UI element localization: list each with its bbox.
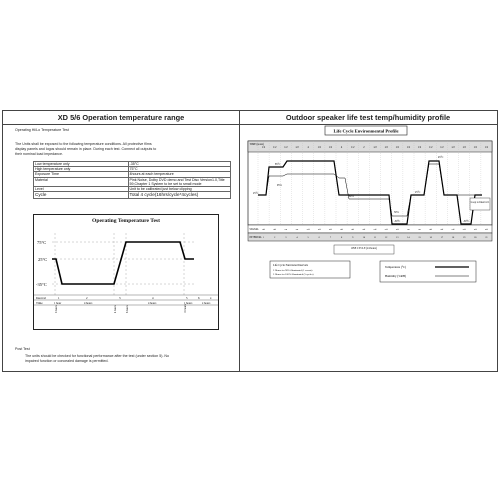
header-hour-cell: 1/2 (484, 146, 489, 149)
interval-cell: 20 (474, 236, 477, 239)
interval-value: 5 (186, 296, 188, 300)
signal-cell: on (407, 228, 410, 231)
header-hour-cell: 1/2 (384, 146, 388, 149)
signal-cell: off (473, 228, 477, 231)
signal-cell: off (373, 228, 377, 231)
header-hour-cell: 1/2 (451, 146, 455, 149)
loop-label: Loop to Interval 1 (470, 201, 490, 204)
slide (2, 110, 498, 372)
interval-cell: 12 (384, 236, 388, 239)
interval-cell: 8 (340, 236, 343, 239)
spec-row: Level Unit to be calibrated just below clipping (34, 187, 231, 192)
interval-label: Interval (36, 296, 46, 300)
signal-cell: off (462, 228, 466, 231)
spec-row: Cycle Total 4 cycle(16hrs/cycle*4cycles) (34, 192, 231, 198)
left-panel-title: XD 5/6 Operation temperature range (57, 113, 185, 122)
signal-cell: off (440, 228, 444, 231)
header-hour-cell: 1/2 (406, 146, 411, 149)
interval-cell: 21 (485, 236, 488, 239)
temp-annotation: -30°C (463, 220, 470, 223)
intro-line: their nominal load impedance. (15, 152, 63, 157)
interval-cell: 4 (296, 236, 298, 239)
interval-value: 3 (119, 296, 121, 300)
post-test-line: impaired function or concealed damage is permitted. (25, 359, 109, 364)
header-hour-cell: 1/2 (261, 146, 266, 149)
post-test-line: The units should be checked for functional performance after the test (under section 5). No (25, 354, 170, 358)
interval-cell: 9 (352, 236, 354, 239)
intro-line: The Units shall be exposed to the following temperature conditions. All protective films (15, 142, 152, 146)
interval-cell: 19 (462, 236, 466, 239)
temp-label: 75°C (37, 240, 47, 245)
life-cycle-profile (239, 124, 497, 370)
interval-value: x (210, 296, 212, 300)
interval-value: 2 (86, 296, 88, 300)
signal-cell: off (329, 228, 332, 231)
legend-humidity: Humidity (%RH) (385, 274, 406, 278)
signal-cell: off (351, 228, 355, 231)
header-hour-cell: 1/2 (417, 146, 422, 149)
time-marker: 6 hours (126, 305, 129, 313)
time-marker: 4 hours (114, 305, 117, 313)
header-hour-cell: 2 (363, 146, 365, 149)
interval-cell: 3 (285, 236, 287, 239)
interval-cell: 13 (396, 236, 399, 239)
temp-annotation: 25°C (415, 191, 421, 194)
signal-row-label: SIGNAL (249, 228, 260, 231)
left-title-rule (3, 124, 239, 125)
header-hour-cell: 1/2 (462, 146, 466, 149)
interval-cell: 14 (407, 236, 410, 239)
signal-cell: off (262, 228, 265, 231)
temp-label: -35°C (36, 282, 47, 287)
interval-cell: 16 (429, 236, 432, 239)
signal-cell: off (317, 228, 321, 231)
spec-row: High temperature only 75°C (34, 167, 231, 172)
interval-cell: 15 (418, 236, 421, 239)
life-chart-title: Life Cycle Environmental Profile (333, 128, 399, 134)
temp-annotation: 25°C (253, 192, 259, 195)
post-test-heading: Post Test (15, 347, 30, 351)
header-hour-cell: 4 (340, 146, 343, 149)
header-hour-cell: 1/2 (473, 146, 477, 149)
header-hour-cell: 1/2 (440, 146, 444, 149)
interval-row-label: INTERVAL (249, 236, 262, 239)
legend-temperature: Temperature (°C) (385, 265, 407, 269)
intro-line: display panels and logos should remain in place. During each test. Connect all outputs to (15, 147, 157, 152)
signal-cell: off (384, 228, 388, 231)
header-label: TIME (hours) (249, 143, 264, 146)
temperature-profile-line (52, 242, 194, 284)
signal-cell: off (395, 228, 399, 231)
interval-cell: 11 (373, 236, 377, 239)
time-marker: 0 hours (55, 305, 58, 313)
section-heading: Operating Hi/Lo Temperature Test (15, 128, 69, 132)
signal-cell: off (273, 228, 277, 231)
functional-legend-title: Life Cycle Functional Intervals (273, 264, 309, 267)
signal-cell: off (429, 228, 433, 231)
op-chart-svg (34, 215, 218, 329)
time-value: 4 hours (84, 302, 93, 305)
header-hour-cell: 1/2 (351, 146, 355, 149)
temp-annotation: 85°C (275, 163, 281, 166)
time-value: x hours (202, 302, 211, 305)
interval-value: 1 (58, 296, 60, 300)
signal-cell: off (451, 228, 455, 231)
interval-cell: 2 (274, 236, 276, 239)
rh-annotation: 60% (349, 195, 354, 198)
interval-cell: 17 (440, 236, 444, 239)
functional-legend-line: 3 Hours for 100% illuminated (5 cycles) (273, 273, 314, 276)
spec-row: Exposure Time 4hours at each temperature (34, 172, 231, 177)
header-hour-cell: 1/2 (295, 146, 299, 149)
signal-cell: on (418, 228, 421, 231)
header-hour-cell: 1/2 (317, 146, 321, 149)
header-hour-cell: 1/2 (395, 146, 399, 149)
op-chart-title: Operating Temperature Test (92, 218, 160, 224)
time-value: 1 hour (54, 302, 62, 305)
rh-annotation: 95% (277, 184, 282, 187)
signal-cell: off (306, 228, 310, 231)
one-cycle-label: ONE CYCLE (24 hours) (351, 247, 377, 250)
right-panel-title: Outdoor speaker life test temp/humidity profile (285, 113, 451, 122)
signal-cell: off (340, 228, 343, 231)
operating-temperature-chart (33, 214, 219, 330)
functional-legend-line: 3 Hours for 90% illuminated (1 events) (273, 269, 313, 272)
interval-cell: 10 (362, 236, 366, 239)
spec-row: Low temperature only -35°C (34, 162, 231, 167)
intro-text (15, 142, 233, 158)
interval-cell: 6 (318, 236, 320, 239)
spec-table (33, 161, 231, 199)
header-hour-cell: 1/2 (273, 146, 277, 149)
signal-cell: on (295, 228, 299, 231)
life-chart-frame (248, 141, 492, 225)
interval-cell: 5 (307, 236, 309, 239)
time-marker: 10 hours (184, 303, 187, 313)
interval-cell: 7 (329, 236, 332, 239)
post-test-text (25, 354, 235, 364)
time-value: 1 hours (184, 302, 193, 305)
signal-cells (262, 228, 488, 231)
interval-value: 4 (152, 296, 154, 300)
signal-cell: on (284, 228, 288, 231)
header-hour-cell: 4 (307, 146, 309, 149)
temp-annotation: -30°C (394, 220, 401, 223)
temp-annotation: 45°C (438, 156, 444, 159)
header-hour-cell: 1/2 (284, 146, 288, 149)
interval-cell: 1 (262, 236, 265, 239)
time-label: Time (36, 301, 43, 305)
time-value: 4 hours (148, 302, 157, 305)
header-hour-cell: 1/2 (328, 146, 333, 149)
signal-cell: off (362, 228, 366, 231)
temp-label: 25°C (38, 257, 48, 262)
interval-cell: 18 (451, 236, 455, 239)
header-hour-cell: 1/2 (373, 146, 377, 149)
spec-row: Material Pink Noise, Dolby DVD demo and Test Disc Version1.0,Title 59,Chapter 1 System to be set to small mode (34, 177, 231, 186)
header-hour-cell: 1/2 (429, 146, 433, 149)
rh-annotation: 30% (394, 211, 399, 214)
signal-cell: off (485, 228, 488, 231)
interval-value: 6 (198, 296, 200, 300)
